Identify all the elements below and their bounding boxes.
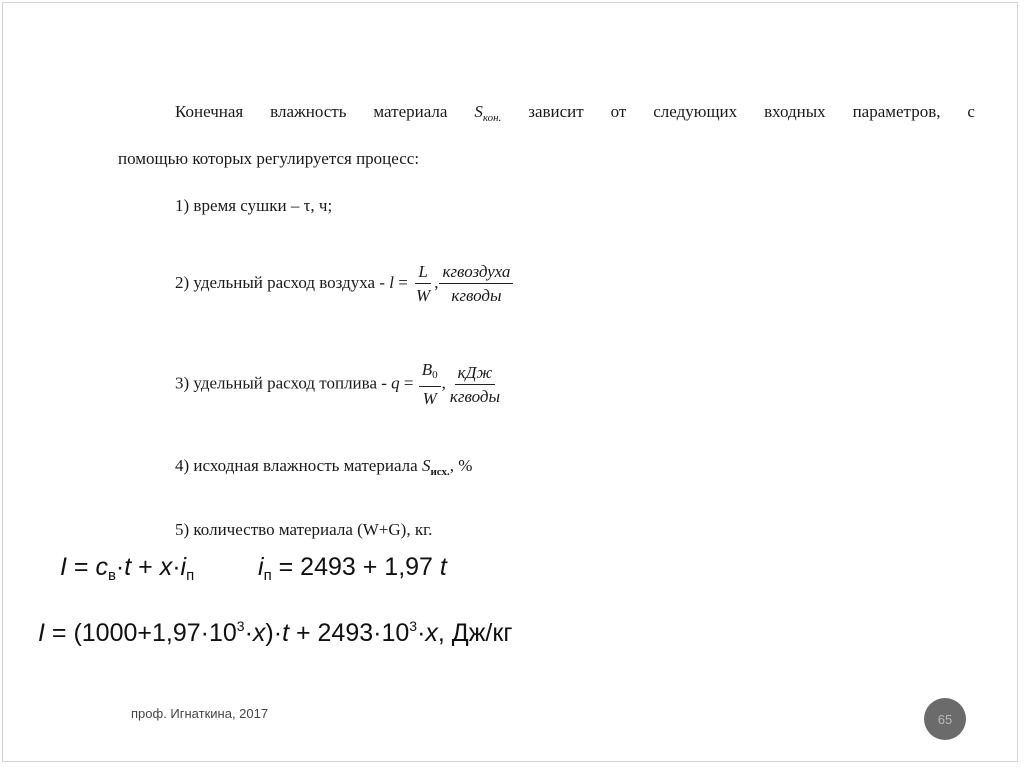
item-2-prefix: 2) удельный расход воздуха - xyxy=(175,272,390,292)
equals: = xyxy=(393,272,413,292)
t-symbol: t xyxy=(439,553,447,581)
exponent: 3 xyxy=(409,618,418,634)
unit-fraction xyxy=(447,363,503,407)
s-kon xyxy=(474,102,501,124)
paragraph-line-1 xyxy=(175,102,975,124)
enthalpy-symbol: I xyxy=(38,619,45,647)
word: зависит xyxy=(528,102,584,121)
list-item-2 xyxy=(175,262,514,306)
c-symbol: c xyxy=(95,553,108,581)
s-subscript: кон. xyxy=(482,112,502,124)
dot: · xyxy=(417,619,426,647)
i-symbol: i xyxy=(258,553,264,581)
unit-denominator: кгводы xyxy=(449,386,501,406)
numerator: L xyxy=(415,262,430,284)
formula-part: )· xyxy=(265,619,283,647)
word: входных xyxy=(764,102,826,121)
paragraph-line-2: помощью которых регулируется процесс: xyxy=(118,149,420,168)
x-symbol: x xyxy=(425,619,438,647)
item-4-prefix: 4) исходная влажность материала xyxy=(175,456,422,475)
enthalpy-symbol: I xyxy=(60,553,67,581)
word: влажность xyxy=(270,102,347,121)
i-subscript: п xyxy=(186,567,195,584)
item-3-prefix: 3) удельный расход топлива - xyxy=(175,373,392,393)
b-symbol: B xyxy=(421,360,433,379)
list-item-4 xyxy=(175,456,472,478)
rhs: = 2493 + 1,97 xyxy=(271,553,440,581)
unit-fraction xyxy=(439,262,513,306)
list-item-1: 1) время сушки – τ, ч; xyxy=(175,196,333,215)
denominator: W xyxy=(416,286,431,305)
unit-denominator: кгводы xyxy=(451,286,502,305)
list-item-3 xyxy=(175,360,504,409)
denominator: W xyxy=(422,389,437,408)
unit-numerator: кгвоздуха xyxy=(439,262,513,284)
word: Конечная xyxy=(175,102,244,121)
formula-part: + 2493·10 xyxy=(289,619,410,647)
enthalpy-formula xyxy=(60,553,194,584)
page-number-badge: 65 xyxy=(924,698,966,740)
list-item-5: 5) количество материала (W+G), кг. xyxy=(175,520,433,539)
word: от xyxy=(610,102,627,121)
fraction-l-w xyxy=(413,262,433,306)
word: следующих xyxy=(653,102,738,121)
dot: · xyxy=(115,553,125,581)
enthalpy-expanded-formula xyxy=(38,618,512,648)
unit-numerator: кДж xyxy=(455,363,496,385)
fraction-b0-w xyxy=(419,360,441,409)
exponent: 3 xyxy=(236,618,245,634)
var-l: l xyxy=(389,272,394,292)
comma: , xyxy=(434,272,439,292)
item-4-suffix: , % xyxy=(449,456,473,475)
s-symbol: S xyxy=(421,456,431,475)
word: с xyxy=(967,102,975,121)
numerator xyxy=(419,360,441,387)
dot: · xyxy=(172,553,181,581)
equals: = xyxy=(399,373,418,393)
b-subscript: 0 xyxy=(432,369,438,381)
x-symbol: x xyxy=(159,553,173,581)
comma: , xyxy=(441,373,446,393)
var-q: q xyxy=(391,373,400,393)
steam-enthalpy-formula xyxy=(258,553,447,584)
i-symbol: i xyxy=(180,553,187,581)
formula-part: , Дж/кг xyxy=(437,619,513,647)
c-subscript: в xyxy=(107,567,116,584)
t-symbol: t xyxy=(282,619,290,647)
formula-part: = (1000+1,97·10 xyxy=(44,619,237,647)
footer-author: проф. Игнаткина, 2017 xyxy=(131,706,269,721)
plus: + xyxy=(131,553,160,581)
equals: = xyxy=(66,553,96,581)
t-symbol: t xyxy=(124,553,132,581)
word: материала xyxy=(373,102,448,121)
word: параметров, xyxy=(852,102,941,121)
s-symbol: S xyxy=(474,102,483,121)
x-symbol: x xyxy=(252,619,266,647)
i-subscript: п xyxy=(263,567,272,584)
dot: · xyxy=(244,619,253,647)
s-subscript: исх. xyxy=(430,466,450,478)
